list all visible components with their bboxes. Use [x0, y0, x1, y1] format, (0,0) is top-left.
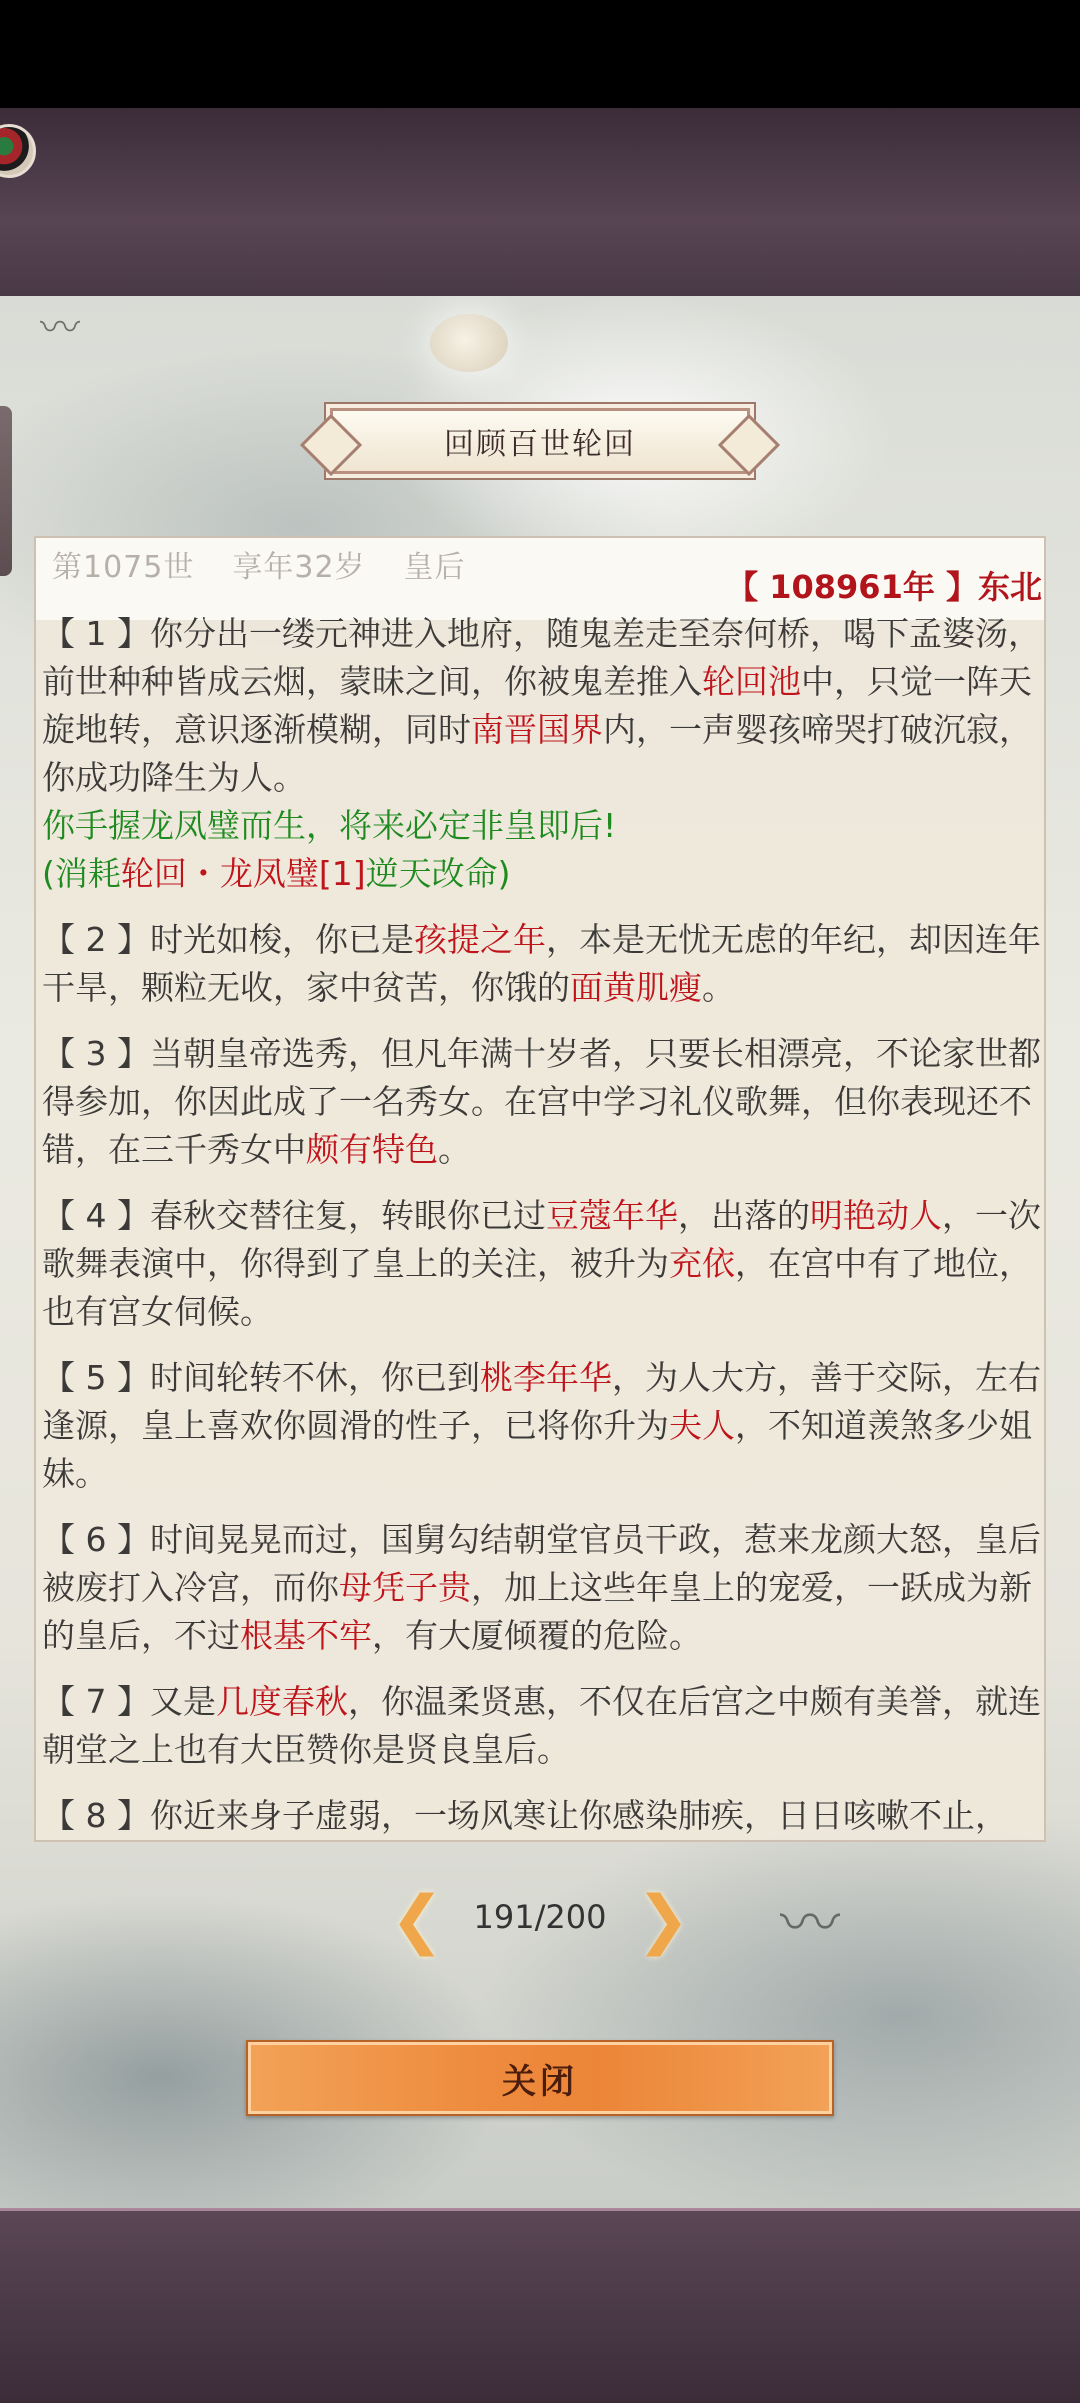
story-paragraph-3	[42, 1030, 1042, 1174]
story-text-segment: ，不知道羡煞多少姐妹。	[42, 1406, 1032, 1493]
moon-decoration	[430, 314, 508, 372]
story-text-segment: 【 8 】你近来身子虚弱，一场风寒让你感染肺疾，日日咳嗽不止，	[42, 1796, 1008, 1835]
close-button[interactable]	[246, 2040, 834, 2116]
story-text-segment: 【 1 】你分出一缕元神进入地府，随鬼差走至奈何桥，喝下孟婆汤，前世种种皆成云烟，蒙昧之间，你被鬼差推入	[42, 614, 1041, 701]
story-text-segment: ，一次歌舞表演中，你得到了皇上的关注，被升为	[42, 1196, 1041, 1283]
title-plaque	[330, 408, 750, 474]
pager	[390, 1883, 690, 1957]
life-year: 【 108961年 】	[726, 568, 978, 606]
story-text-segment: ，本是无忧无虑的年纪，却因连年干旱，颗粒无收，家中贫苦，你饿的	[42, 920, 1041, 1007]
chevron-left-icon[interactable]: ❮	[390, 1883, 444, 1957]
consume-line	[42, 850, 1042, 898]
fate-line: 你手握龙凤璧而生，将来必定非皇即后!	[42, 806, 617, 845]
crane-decoration-icon: 〰	[40, 305, 80, 351]
story-text-segment: ，为人大方，善于交际，左右逢源，皇上喜欢你圆滑的性子，已将你升为	[42, 1358, 1041, 1445]
story-highlight: 南晋国界	[471, 710, 603, 749]
year-location	[726, 562, 1042, 608]
life-location: 东北	[977, 568, 1042, 606]
story-highlight: 颇有特色	[306, 1130, 438, 1169]
story-text-segment: 内，一声婴孩啼哭打破沉寂，你成功降生为人。	[42, 710, 1032, 797]
status-bar	[0, 0, 1080, 108]
story-text-segment: (消耗	[42, 854, 121, 893]
story-text-segment: 【 4 】春秋交替往复，转眼你已过	[42, 1196, 546, 1235]
story-highlight: 孩提之年	[413, 920, 546, 959]
story-highlight: 轮回池	[702, 662, 801, 701]
dialog-title: 回顾百世轮回	[444, 427, 636, 462]
crane-decoration-icon: 〰	[780, 1889, 840, 1959]
story-text-segment: 【 2 】时光如梭，你已是	[42, 920, 414, 959]
story-highlight: 几度春秋	[215, 1682, 348, 1721]
top-bar	[0, 108, 1080, 299]
story-paragraph-6	[42, 1516, 1042, 1660]
story-highlight: 桃李年华	[479, 1358, 612, 1397]
story-highlight: 根基不牢	[240, 1616, 372, 1655]
story-text-segment: 【 3 】当朝皇帝选秀，但凡年满十岁者，只要长相漂亮，不论家世都得参加，你因此成了一名秀女。在宫中学习礼仪歌舞，但你表现还不错，在三千秀女中	[42, 1034, 1041, 1169]
story-highlight: 充依	[669, 1244, 735, 1283]
story-text-segment: 。	[438, 1130, 471, 1169]
story-panel[interactable]	[34, 536, 1046, 1842]
story-highlight: 豆蔻年华	[545, 1196, 678, 1235]
story-paragraph-8	[42, 1792, 1042, 1840]
story-text-segment: 中，只觉一阵天旋地转，意识逐渐模糊，同时	[42, 662, 1032, 749]
story-text-segment: 。	[702, 968, 735, 1007]
story-text-segment: 逆天改命)	[365, 854, 511, 893]
story-text-segment: ，出落的	[677, 1196, 810, 1235]
story-paragraph-1	[42, 610, 1042, 802]
bottom-bar	[0, 2208, 1080, 2403]
page-indicator: 191/200	[473, 1898, 607, 1936]
story-highlight: 轮回・龙凤璧[1]	[120, 854, 366, 893]
chevron-right-icon[interactable]: ❯	[636, 1883, 690, 1957]
story-highlight: 夫人	[669, 1406, 735, 1445]
story-text-segment: 【 7 】又是	[42, 1682, 216, 1721]
story-highlight: 明艳动人	[809, 1196, 942, 1235]
story-paragraph-7	[42, 1678, 1042, 1774]
story-paragraph-5	[42, 1354, 1042, 1498]
story-text-segment: ，加上这些年皇上的宠爱，一跃成为新的皇后，不过	[42, 1568, 1032, 1655]
background-scene	[0, 296, 1080, 2208]
story-text-segment: ，在宫中有了地位，也有宫女伺候。	[42, 1244, 1032, 1331]
story-text-segment: ，有大厦倾覆的危险。	[372, 1616, 702, 1655]
story-highlight: 面黄肌瘦	[570, 968, 702, 1007]
life-identity: 皇后	[403, 550, 466, 585]
life-header	[36, 538, 1046, 620]
story-paragraph-2	[42, 916, 1042, 1012]
story-text-segment: 【 5 】时间轮转不休，你已到	[42, 1358, 480, 1397]
side-tab-handle[interactable]	[0, 406, 12, 576]
life-age: 享年32岁	[232, 550, 366, 585]
life-info	[52, 542, 504, 586]
close-button-label: 关闭	[502, 2061, 578, 2102]
story-paragraph-4	[42, 1192, 1042, 1336]
story-text-segment: 【 6 】时间晃晃而过，国舅勾结朝堂官员干政，惹来龙颜大怒，皇后被废打入冷宫，而你	[42, 1520, 1041, 1607]
story-text	[42, 610, 1042, 1842]
story-highlight: 母凭子贵	[339, 1568, 471, 1607]
story-text-segment: ，你温柔贤惠，不仅在后宫之中颇有美誉，就连朝堂之上也有大臣赞你是贤良皇后。	[42, 1682, 1041, 1769]
life-number: 第1075世	[52, 550, 195, 585]
